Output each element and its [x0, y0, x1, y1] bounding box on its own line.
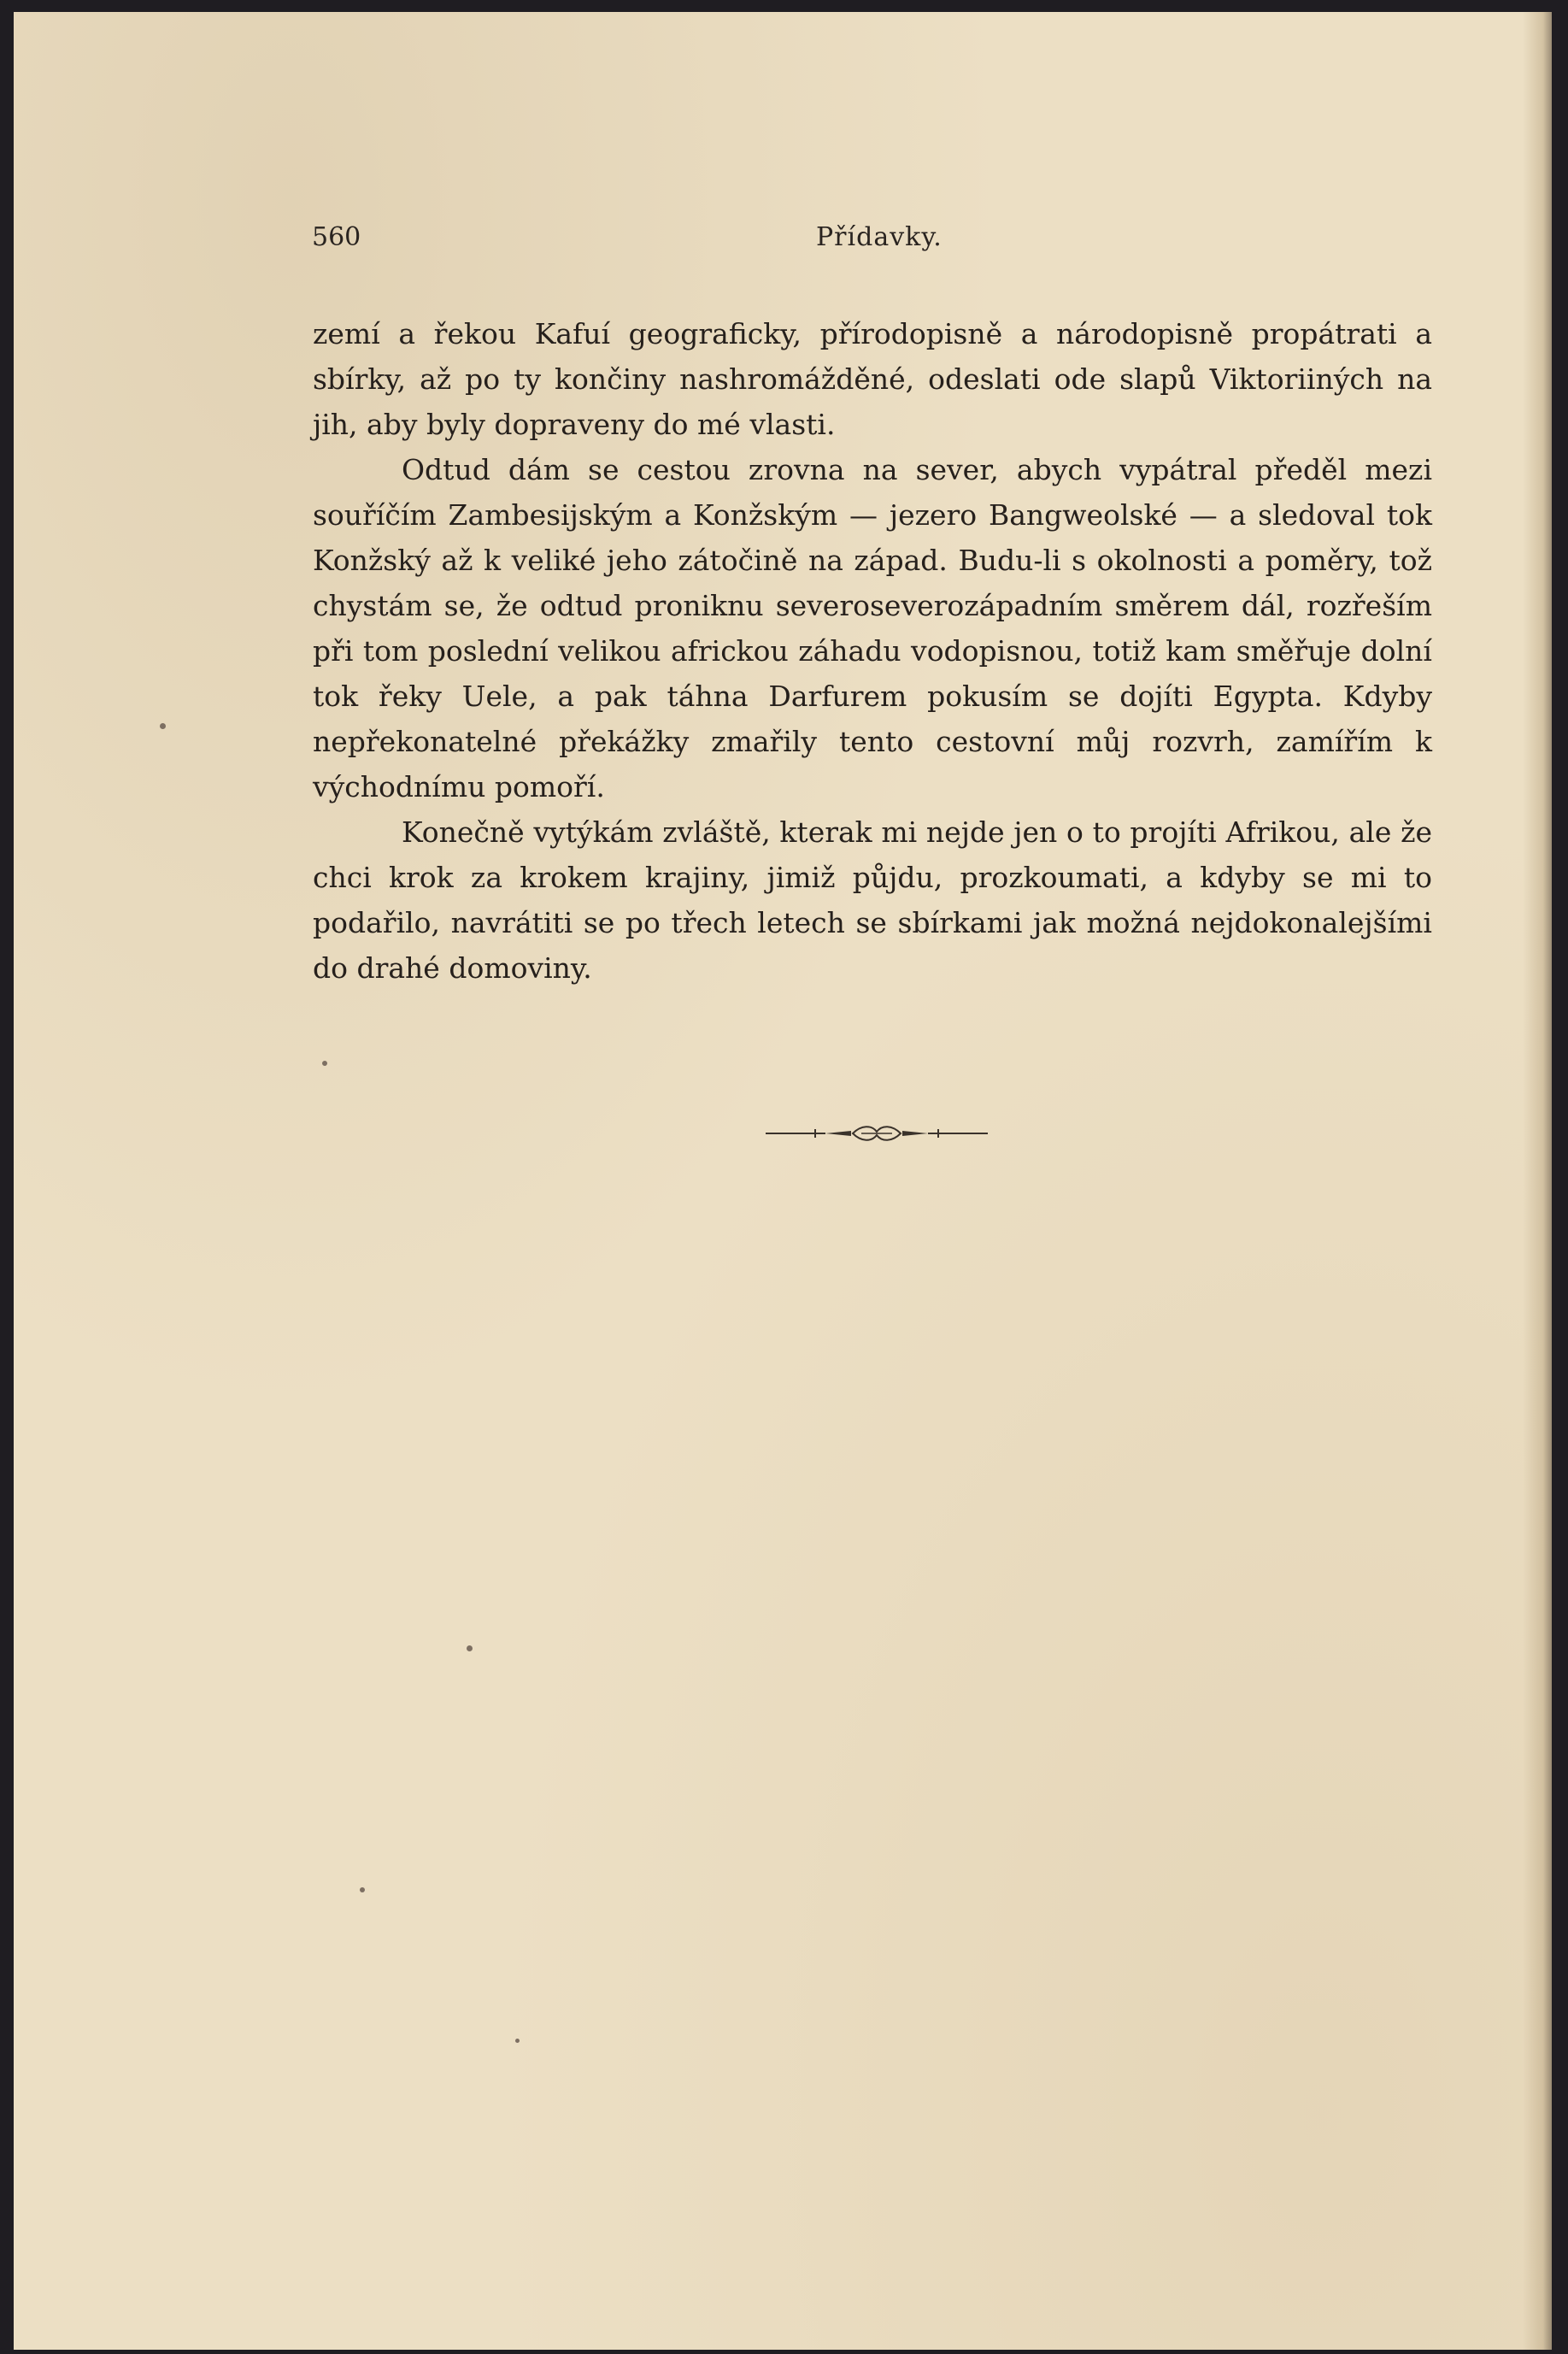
ornament-divider	[766, 1123, 988, 1144]
paper-speck	[360, 1887, 365, 1892]
page-number: 560	[312, 222, 361, 252]
paragraph-2: Odtud dám se cestou zrovna na sever, abych vypátral předěl mezi souříčím Zambesijským a Konžským — jezero Bangweolské — a sledoval tok Konžský až k veliké jeho zátočině na západ. Budu-li s okolnosti a poměry, tož chystám se, že odtud proniknu severoseverozápadním směrem dál, rozřeším při tom poslední velikou africkou záhadu vodopisnou, totiž kam směřuje dolní tok řeky Uele, a pak táhna Darfurem pokusím se dojíti Egypta. Kdyby nepřekonatelné překážky zmařily tento cestovní můj rozvrh, zamířím k východnímu pomoří.	[313, 453, 1432, 803]
paper-speck	[515, 2039, 520, 2043]
paper-speck	[322, 1061, 327, 1066]
page-header	[300, 222, 1428, 256]
running-title: Přídavky.	[816, 222, 943, 252]
paragraph-3: Konečně vytýkám zvláště, kterak mi nejde jen o to projíti Afrikou, ale že chci krok za krokem krajiny, jimiž půjdu, prozkoumati, a kdyby se mi to podařilo, navrátiti se po třech letech se sbírkami jak možná nejdokonalejšími do drahé domoviny.	[313, 815, 1432, 985]
paragraph-1: zemí a řekou Kafuí geograficky, přírodopisně a národopisně propátrati a sbírky, až po ty končiny nashromážděné, odeslati ode slapů Viktoriiných na jih, aby byly dopraveny do mé vlasti.	[313, 317, 1432, 441]
paper-speck	[467, 1645, 473, 1651]
body-text	[313, 311, 1432, 991]
book-page	[14, 12, 1552, 2350]
page-edge-shadow	[1523, 12, 1552, 2350]
paper-speck	[160, 723, 166, 729]
